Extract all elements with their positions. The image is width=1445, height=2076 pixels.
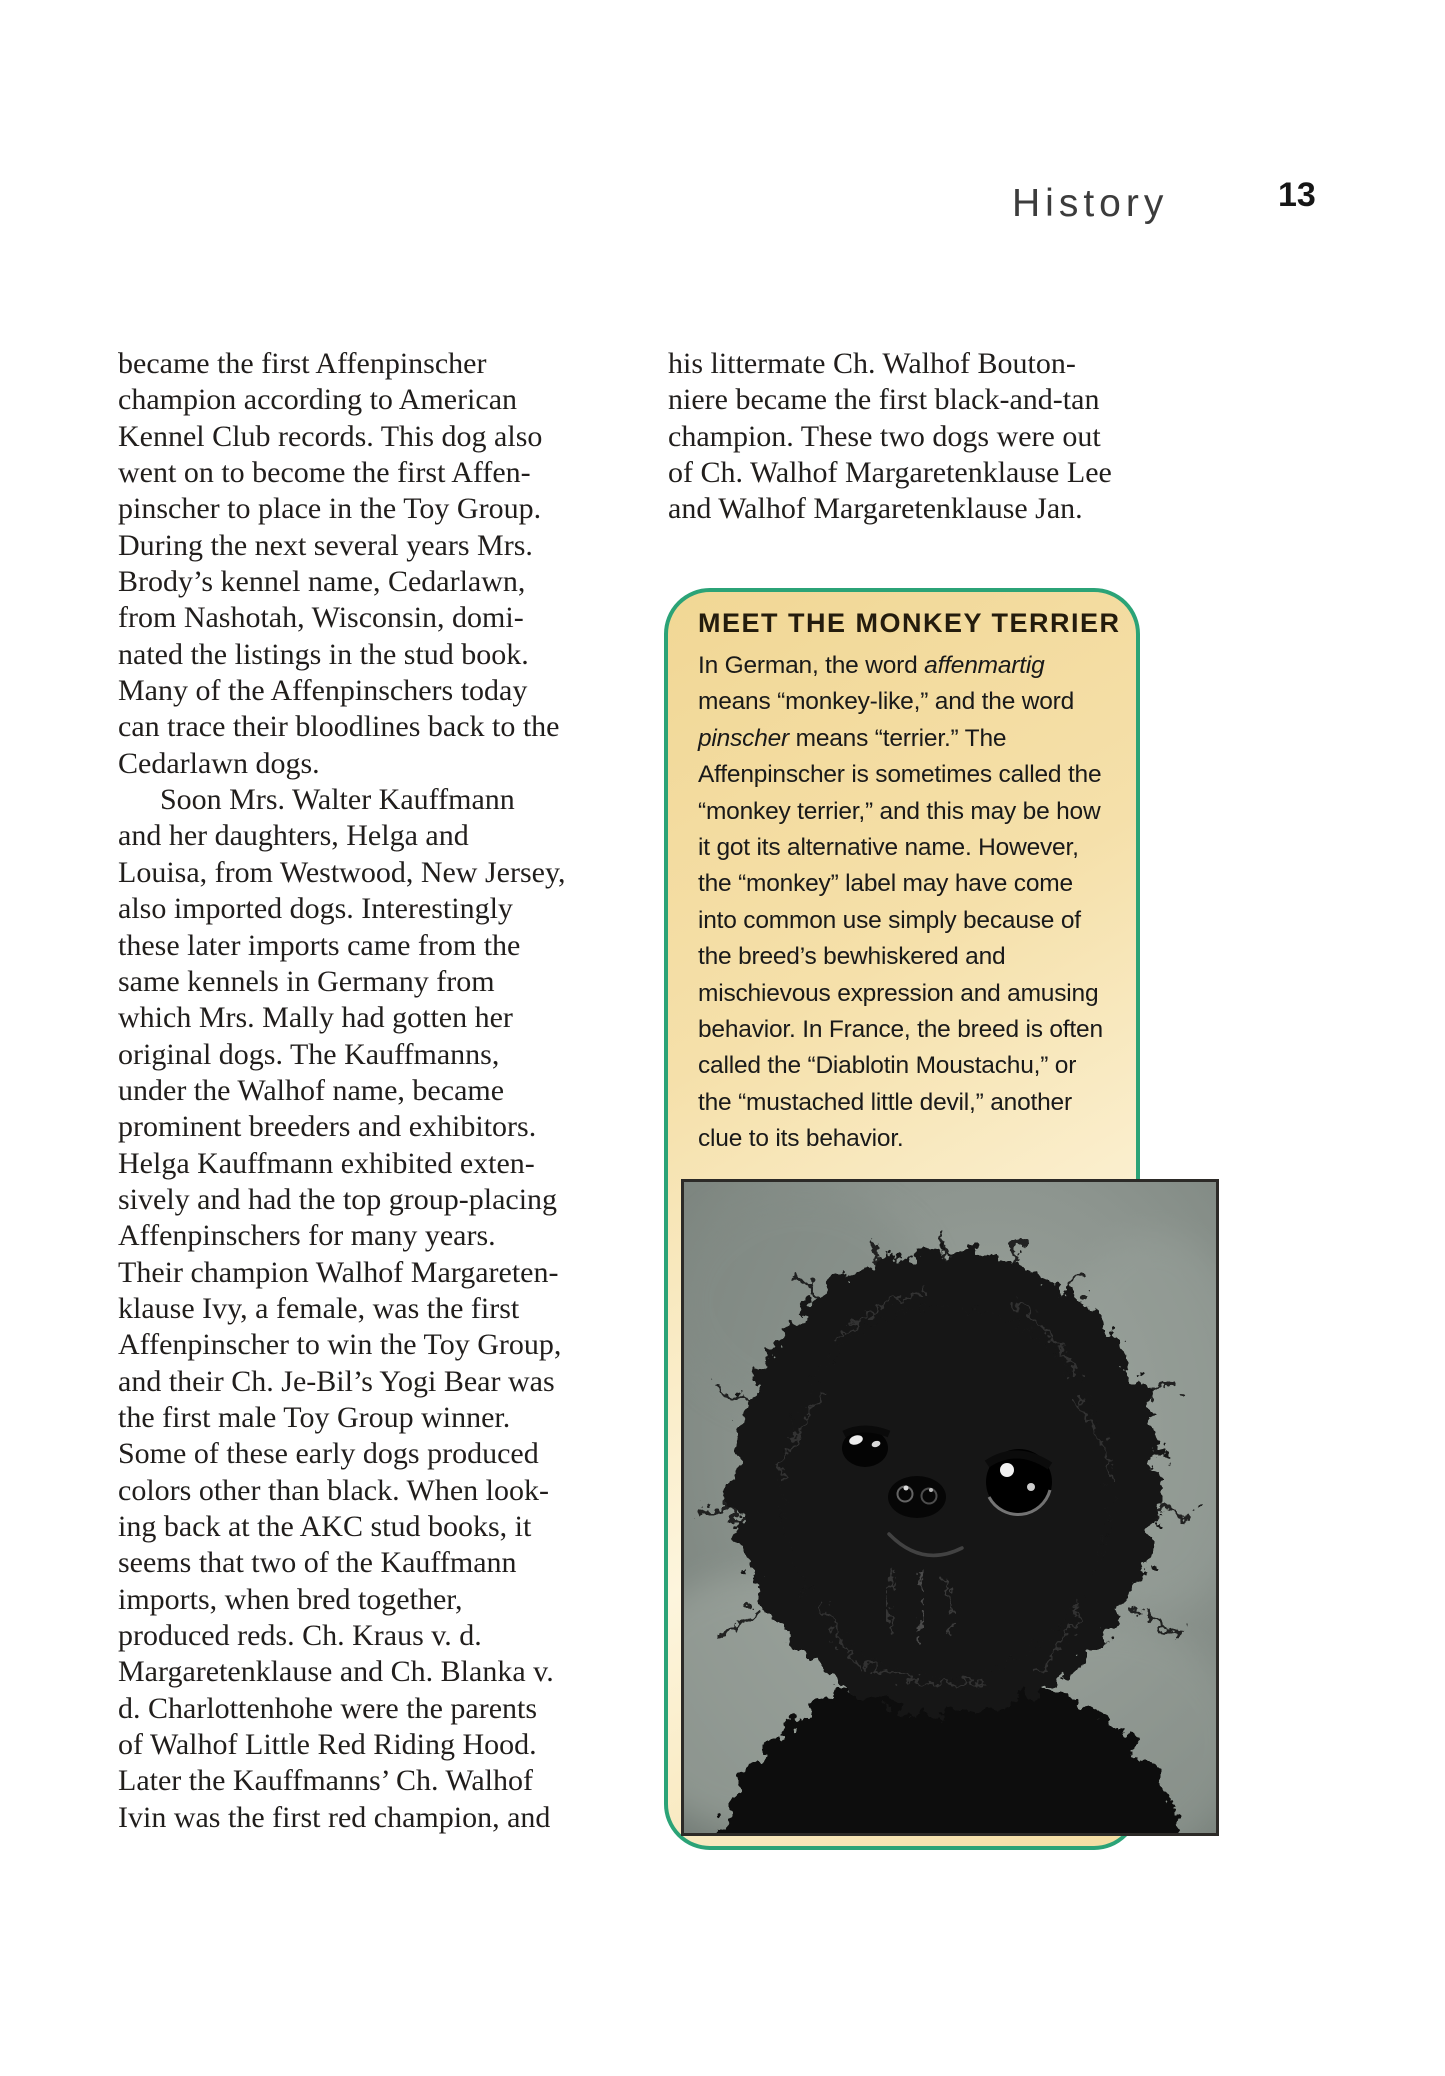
right-text-column: his littermate Ch. Walhof Bouton- niere became the first black-and-tan champion. These two dogs were out of Ch. Walhof Margaretenklause Lee and Walhof Margaretenklause Jan. bbox=[668, 347, 1112, 526]
dog-nose bbox=[888, 1476, 946, 1518]
sidebar-title: MEET THE MONKEY TERRIER bbox=[698, 608, 1121, 638]
left-text-column: became the first Affenpinscher champion according to American Kennel Club records. This dog also went on to become the first Affen- pinscher to place in the Toy Group. During the next several years Mrs. Brody’s kennel name, Cedarlawn, from Nashotah, Wisconsin, domi- nated the listings in the stud book. Many of the Affenpinschers today can trace their bloodlines back to the Cedarlawn dogs. Soon Mrs. Walter Kauffmann and her daughters, Helga and Louisa, from Westwood, New Jersey, also imported dogs. Interestingly these later imports came from the same kennels in Germany from which Mrs. Mally had gotten her original dogs. The Kauffmanns, under the Walhof name, became prominent breeders and exhibitors. Helga Kauffmann exhibited exten- sively and had the top group-placing Affenpinschers for many years. Their champion Walhof Margareten- klause Ivy, a female, was the first Affenpinscher to win the Toy Group, and their Ch. Je-Bil’s Yogi Bear was the first male Toy Group winner. Some of these early dogs produced colors other than black. When look- ing back at the AKC stud books, it seems that two of the Kauffmann imports, when bred together, produced reds. Ch. Kraus v. d. Margaretenklause and Ch. Blanka v. d. Charlottenhohe were the parents of Walhof Little Red Riding Hood. Later the Kauffmanns’ Ch. Walhof Ivin was the first red champion, and bbox=[118, 347, 566, 1834]
dog-right-eye bbox=[986, 1449, 1052, 1515]
sidebar-body: In German, the word affenmartig means “monkey-like,” and the word pinscher means “terrier.” The Affenpinscher is sometimes called the “monkey terrier,” and this may be how it got its alternative name. However, the “monkey” label may have come into common use simply because of the breed’s bewhiskered and mischievous expression and amusing behavior. In France, the breed is often called the “Diablotin Moustachu,” or the “mustached little devil,” another clue to its behavior. bbox=[698, 652, 1103, 1153]
affenpinscher-photo-image bbox=[684, 1182, 1216, 1833]
running-head bbox=[0, 0, 1445, 240]
affenpinscher-photo bbox=[681, 1179, 1219, 1836]
section-title: History bbox=[1012, 182, 1169, 225]
page-number: 13 bbox=[1278, 176, 1316, 214]
